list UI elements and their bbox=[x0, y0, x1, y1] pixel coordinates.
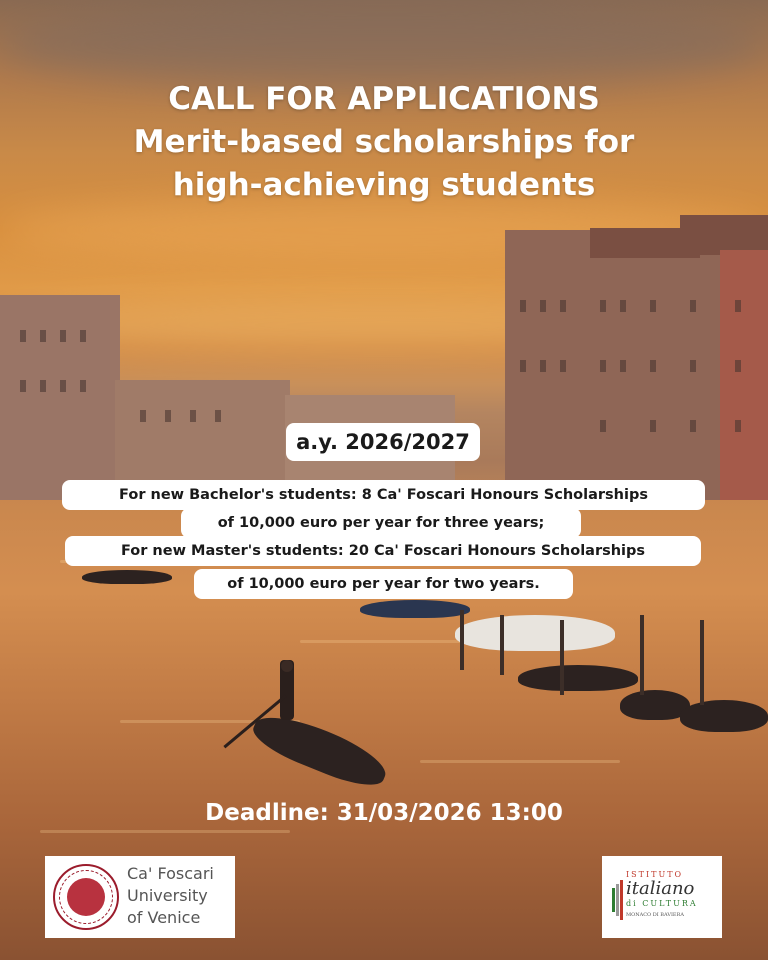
cafoscari-line-1: Ca' Foscari bbox=[127, 864, 214, 883]
headline-line-1: CALL FOR APPLICATIONS bbox=[168, 81, 600, 117]
cafoscari-line-3: of Venice bbox=[127, 908, 201, 927]
istituto-name bbox=[626, 870, 698, 918]
headline-line-2: Merit-based scholarships for bbox=[133, 124, 635, 160]
cafoscari-line-2: University bbox=[127, 886, 208, 905]
istituto-line-3: di CULTURA bbox=[626, 899, 698, 908]
sky-cloud-band bbox=[0, 0, 768, 90]
istituto-italiano-logo bbox=[602, 856, 722, 938]
academic-year-label: a.y. 2026/2027 bbox=[286, 423, 480, 461]
istituto-line-2: italiano bbox=[626, 878, 695, 899]
headline-line-3: high-achieving students bbox=[172, 167, 596, 203]
cafoscari-logo bbox=[45, 856, 235, 938]
university-seal-icon bbox=[53, 864, 119, 930]
bachelor-scholarship-line-1: For new Bachelor's students: 8 Ca' Foscari Honours Scholarships bbox=[62, 480, 705, 510]
headline bbox=[0, 78, 768, 207]
bachelor-scholarship-line-2: of 10,000 euro per year for three years; bbox=[181, 508, 581, 538]
master-scholarship-line-1: For new Master's students: 20 Ca' Foscari Honours Scholarships bbox=[65, 536, 701, 566]
istituto-line-4: MONACO DI BAVIERA bbox=[626, 912, 684, 918]
flag-bars-icon bbox=[612, 880, 624, 920]
cafoscari-name bbox=[127, 863, 214, 929]
istituto-line-1: ISTITUTO bbox=[626, 870, 684, 879]
master-scholarship-line-2: of 10,000 euro per year for two years. bbox=[194, 569, 573, 599]
deadline-text: Deadline: 31/03/2026 13:00 bbox=[205, 800, 563, 826]
